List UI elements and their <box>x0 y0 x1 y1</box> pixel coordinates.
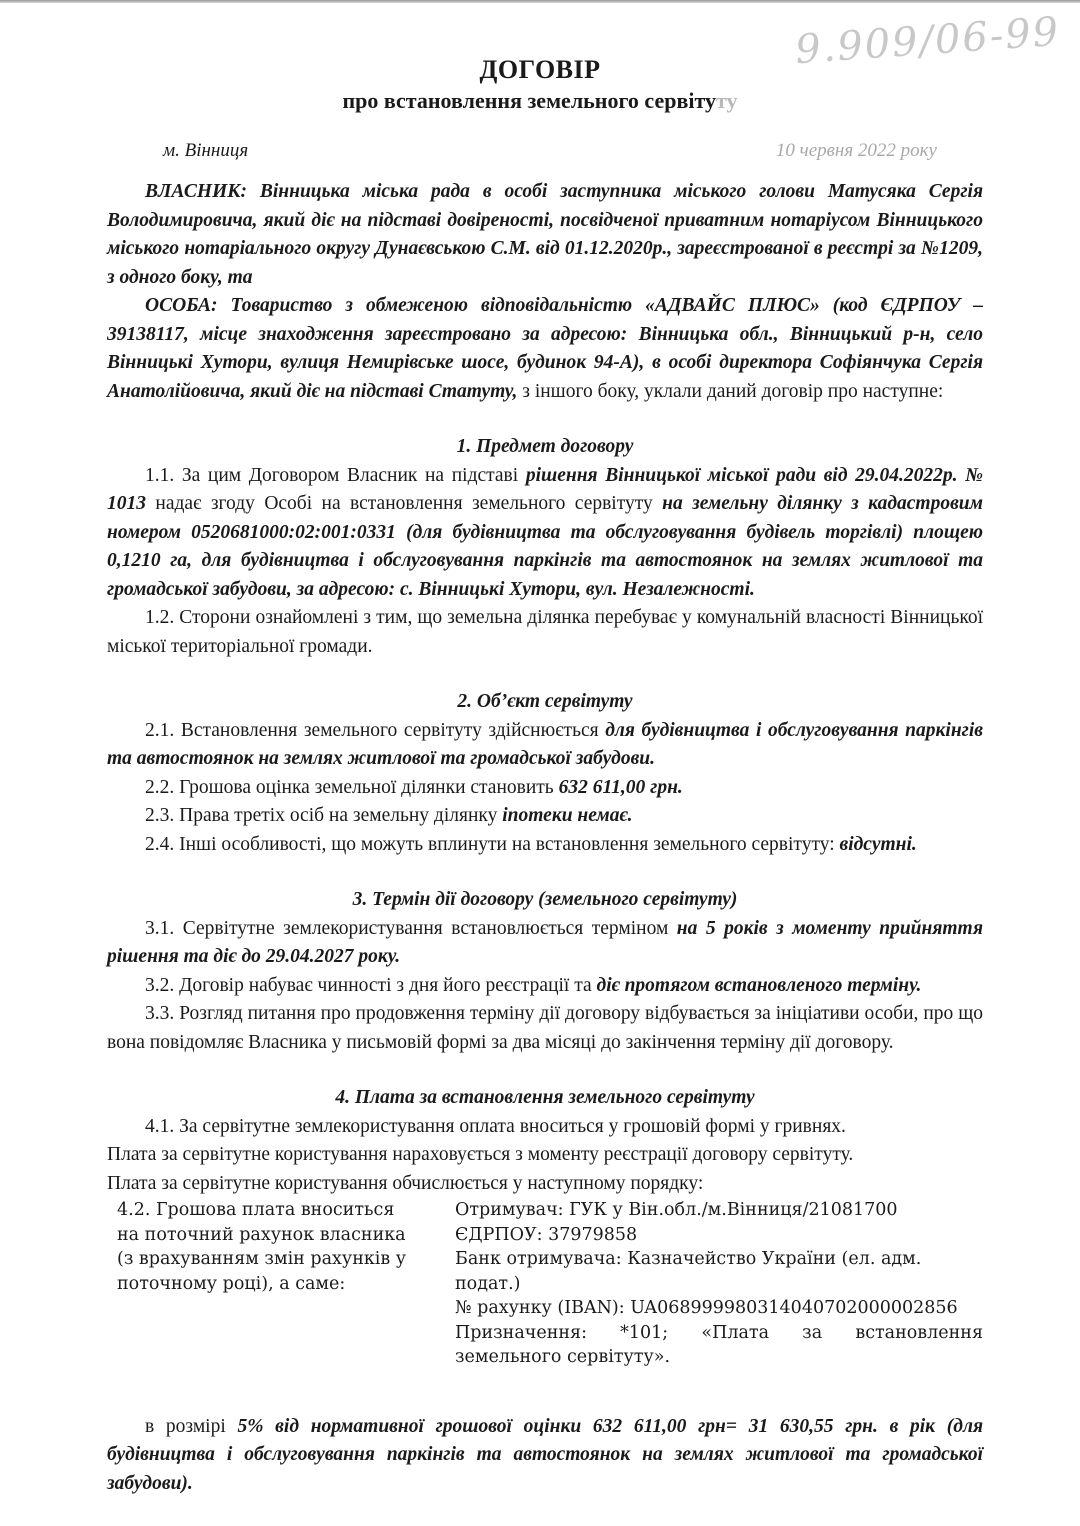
contract-date: 10 червня 2022 року <box>775 140 937 161</box>
clause-4-2-line: 4.2. Грошова плата вноситься <box>117 1200 395 1220</box>
clause-1-2: 1.2. Сторони ознайомлені з тим, що земельна ділянка перебуває у комунальній власності Вінницької міської територіальної громади. <box>107 607 983 657</box>
clause-2-3-b: іпотеки немає. <box>502 805 633 826</box>
clause-3-2-b: діє протягом встановленого терміну. <box>596 974 922 996</box>
section-1-title: 1. Предмет договору <box>456 436 634 457</box>
clause-2-1 <box>107 717 983 774</box>
payment-purpose: Призначення: *101; «Плата за встановлення земельного сервітуту». <box>455 1322 983 1367</box>
bank-requisites <box>455 1198 983 1370</box>
clause-1-1-c: надає згоду Особі на встановлення земельного сервітуту <box>146 493 663 514</box>
clause-2-1-a: 2.1. Встановлення земельного сервітуту здійснюється <box>145 719 606 741</box>
section-2-title: 2. Об’єкт сервітуту <box>457 691 633 712</box>
subtitle-faded: ту <box>715 88 738 113</box>
clause-4-1-line3: Плата за сервітутне користування обчислюється у наступному порядку: <box>107 1172 704 1194</box>
owner-label: ВЛАСНИК: <box>145 181 247 202</box>
clause-1-1-a: 1.1. За цим Договором Власник на підставі <box>145 464 526 486</box>
payment-amount-value: 5% від нормативної грошової оцінки 632 611,00 грн= 31 630,55 грн. в рік (для будівництва і обслуговування паркінгів та автостоянок на землях житлової та громадської забудови). <box>107 1415 983 1494</box>
document-title: ДОГОВІР <box>479 55 601 84</box>
payment-amount-a: в розмірі <box>145 1415 238 1437</box>
party-person <box>107 292 983 406</box>
recipient-edrpou: ЄДРПОУ: 37979858 <box>455 1224 638 1245</box>
clause-3-1-a: 3.1. Сервітутне землекористування встановлюється терміном <box>145 917 677 939</box>
clause-1-1-decision: рішення Вінницької міської ради від 29.04.2022р. № 1013 <box>107 464 983 514</box>
clause-4-1: 4.1. За сервітутне землекористування оплата вноситься у грошовій формі у гривнях. <box>145 1115 846 1137</box>
person-text-plain: з іншого боку, уклали даний договір про наступне: <box>517 380 944 402</box>
clause-1-1-land: на земельну ділянку з кадастровим номером 0520681000:02:001:0331 (для будівництва та обслуговування будівель торгівлі) площею 0,1210 га, для будівництва і обслуговування паркінгів та автостоянок на землях житлової та громадської забудови, за адресою: с. Вінницькі Хутори, вул. Незалежності. <box>107 493 983 600</box>
clause-2-4-a: 2.4. Інші особливості, що можуть вплинути на встановлення земельного сервітуту: <box>145 833 840 855</box>
party-owner <box>107 178 983 292</box>
payment-details <box>107 1198 983 1370</box>
land-valuation: 632 611,00 грн. <box>558 776 683 798</box>
clause-4-2-line: (з врахуванням змін рахунків у <box>117 1249 407 1269</box>
document-body <box>107 178 983 1498</box>
clause-4-2-line: поточному році), а саме: <box>117 1273 346 1294</box>
clause-3-1-term: на 5 років з моменту прийняття рішення та діє до 29.04.2027 року. <box>107 917 983 967</box>
section-4-title: 4. Плата за встановлення земельного сервітуту <box>335 1087 755 1108</box>
clause-2-4-b: відсутні. <box>839 833 917 855</box>
recipient-bank: Банк отримувача: Казначейство України (ел. адм. подат.) <box>455 1249 922 1294</box>
clause-4-1-line2: Плата за сервітутне користування нараховується з моменту реєстрації договору сервітуту. <box>107 1144 854 1165</box>
recipient: Отримувач: ГУК у Він.обл./м.Вінниця/21081700 <box>455 1200 898 1220</box>
handwritten-registration-number: 9.909/06-99 <box>793 8 1062 74</box>
clause-2-3 <box>107 802 983 831</box>
scan-edge <box>0 0 1080 3</box>
owner-text: Вінницька міська рада в особі заступника міського голови Матусяка Сергія Володимировича, який діє на підставі довіреності, посвідченої приватним нотаріусом Вінницького міського нотаріального округу Дунаєвською С.М. від 01.12.2020р., зареєстрованої в реєстрі за №1209, з одного боку, та <box>107 181 983 288</box>
clause-4-2-left <box>107 1198 455 1370</box>
clause-2-2-a: 2.2. Грошова оцінка земельної ділянки становить <box>145 776 559 798</box>
clause-3-2 <box>107 972 983 1001</box>
recipient-iban: № рахунку (IBAN): UA068999980314040702000002856 <box>455 1298 958 1318</box>
clause-4-2-line: на поточний рахунок власника <box>117 1224 406 1245</box>
clause-2-4 <box>107 831 983 860</box>
clause-3-2-a: 3.2. Договір набуває чинності з дня його реєстрації та <box>145 974 597 996</box>
contract-city: м. Вінниця <box>163 140 249 161</box>
subtitle-main: про встановлення земельного сервіту <box>342 88 716 113</box>
person-label: ОСОБА: <box>145 295 218 316</box>
section-3-title: 3. Термін дії договору (земельного сервітуту) <box>352 889 738 910</box>
clause-1-1 <box>107 462 983 605</box>
payment-amount <box>107 1413 983 1499</box>
clause-3-1 <box>107 915 983 972</box>
clause-2-1-b: для будівництва і обслуговування паркінгів та автостоянок на землях житлової та громадської забудови. <box>107 719 983 769</box>
clause-2-3-a: 2.3. Права третіх осіб на земельну ділянку <box>145 805 503 826</box>
clause-2-2 <box>107 774 983 803</box>
person-text: Товариство з обмеженою відповідальністю «АДВАЙС ПЛЮС» (код ЄДРПОУ – 39138117, місце знаходження зареєстровано за адресою: Вінницька обл., Вінницький р-н, село Вінницькі Хутори, вулиця Немирівське шосе, будинок 94-А), в особі директора Софіянчука Сергія Анатолійовича, який діє на підставі Статуту, <box>107 295 983 402</box>
document-subtitle <box>0 88 1080 114</box>
clause-3-3: 3.3. Розгляд питання про продовження терміну дії договору відбувається за ініціативи особи, про що вона повідомляє Власника у письмовій формі за два місяці до закінчення терміну дії договору. <box>107 1003 983 1053</box>
